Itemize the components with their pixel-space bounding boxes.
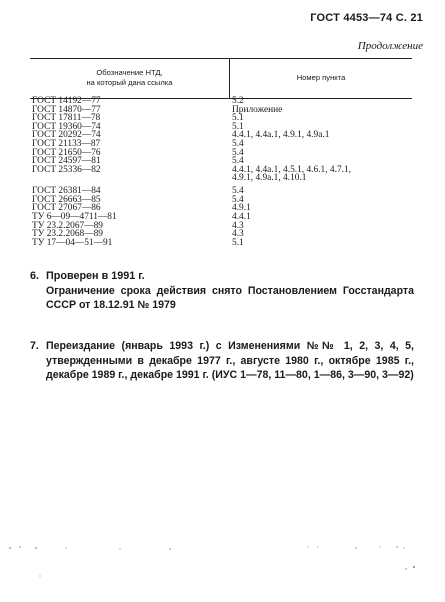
table-cell-document: ГОСТ 14870—77 [32, 104, 101, 115]
table-cell-document: ГОСТ 26663—85 [32, 194, 101, 205]
table-cell-clause: 4.4.1, 4.4а.1, 4.9.1, 4.9а.1 [232, 130, 330, 141]
clause-column [232, 97, 412, 247]
table-cell-document: ТУ 17—04—51—91 [32, 237, 113, 248]
table-cell-clause: 4.3 [232, 220, 244, 231]
table-cell-clause: 4.4.1 [232, 212, 251, 223]
table-cell-document: ГОСТ 24597—81 [32, 156, 101, 167]
note-title: Проверен в 1991 г. [46, 270, 145, 282]
column-header-clause-text: Номер пункта [296, 73, 346, 82]
table-cell-clause: 5.4 [232, 147, 244, 158]
table-cell-document: ТУ 23.2.2068—89 [32, 229, 103, 240]
note-number: 7. [30, 340, 39, 352]
table-cell-document: ГОСТ 25336—82 [32, 164, 101, 175]
document-column [32, 97, 202, 247]
table-cell-document: ГОСТ 17811—78 [32, 113, 101, 124]
table-cell-document: ГОСТ 26381—84 [32, 186, 101, 197]
table-cell-document: ТУ 23.2.2067—89 [32, 220, 103, 231]
table-cell-document: ТУ 6—09—4711—81 [32, 212, 117, 223]
table-cell-document: ГОСТ 20292—74 [32, 130, 101, 141]
note-body: Переиздание (январь 1993 г.) с Изменениями №№ 1, 2, 3, 4, 5, утвержденными в декабре 1977 г., августе 1980 г., октябре 1985 г., декабре 1989 г., декабре 1991 г. (ИУС 1—78, 11—80, 1—86, 3—90, 3—92) [46, 340, 414, 382]
continuation-label: Продолжение [357, 40, 423, 52]
table-cell-clause: 5.4 [232, 156, 244, 167]
table-cell-clause: 5.1 [232, 121, 244, 132]
column-header-document-text: Обозначение НТД, на который дана ссылка [86, 68, 173, 87]
table-cell-document: ГОСТ 27067—86 [32, 203, 101, 214]
note-number: 6. [30, 270, 40, 282]
table-cell-clause: 5.1 [232, 113, 244, 124]
table-cell-clause: 5.1 [232, 237, 244, 248]
table-cell-document: ГОСТ 21133—87 [32, 138, 101, 149]
table-cell-clause: 4.4.1, 4.4а.1, 4.5.1, 4.6.1, 4.7.1, 4.9.1, 4.9а.1, 4.10.1 [232, 164, 352, 184]
table-cell-clause: 4.3 [232, 229, 244, 240]
table-cell-clause: Приложение [232, 104, 283, 115]
note-7 [30, 339, 414, 383]
table-cell-clause: 5.4 [232, 186, 244, 197]
table-cell-document: ГОСТ 19360—74 [32, 121, 101, 132]
table-cell-document: ГОСТ 21650—76 [32, 147, 101, 158]
note-body: Ограничение срока действия снято Постановлением Госстандарта СССР от 18.12.91 № 1979 [46, 284, 414, 312]
note-6 [30, 269, 414, 313]
table-cell-clause: 5.2 [232, 96, 244, 106]
table-cell-clause: 5.4 [232, 138, 244, 149]
table-cell-clause: 5.4 [232, 194, 244, 205]
reference-table [30, 58, 412, 98]
column-header-document [30, 58, 229, 98]
column-header-clause [230, 58, 412, 98]
table-cell-clause: 4.9.1 [232, 203, 251, 214]
running-head: ГОСТ 4453—74 С. 21 [310, 12, 423, 24]
table-cell-document: ГОСТ 14192—77 [32, 96, 101, 106]
